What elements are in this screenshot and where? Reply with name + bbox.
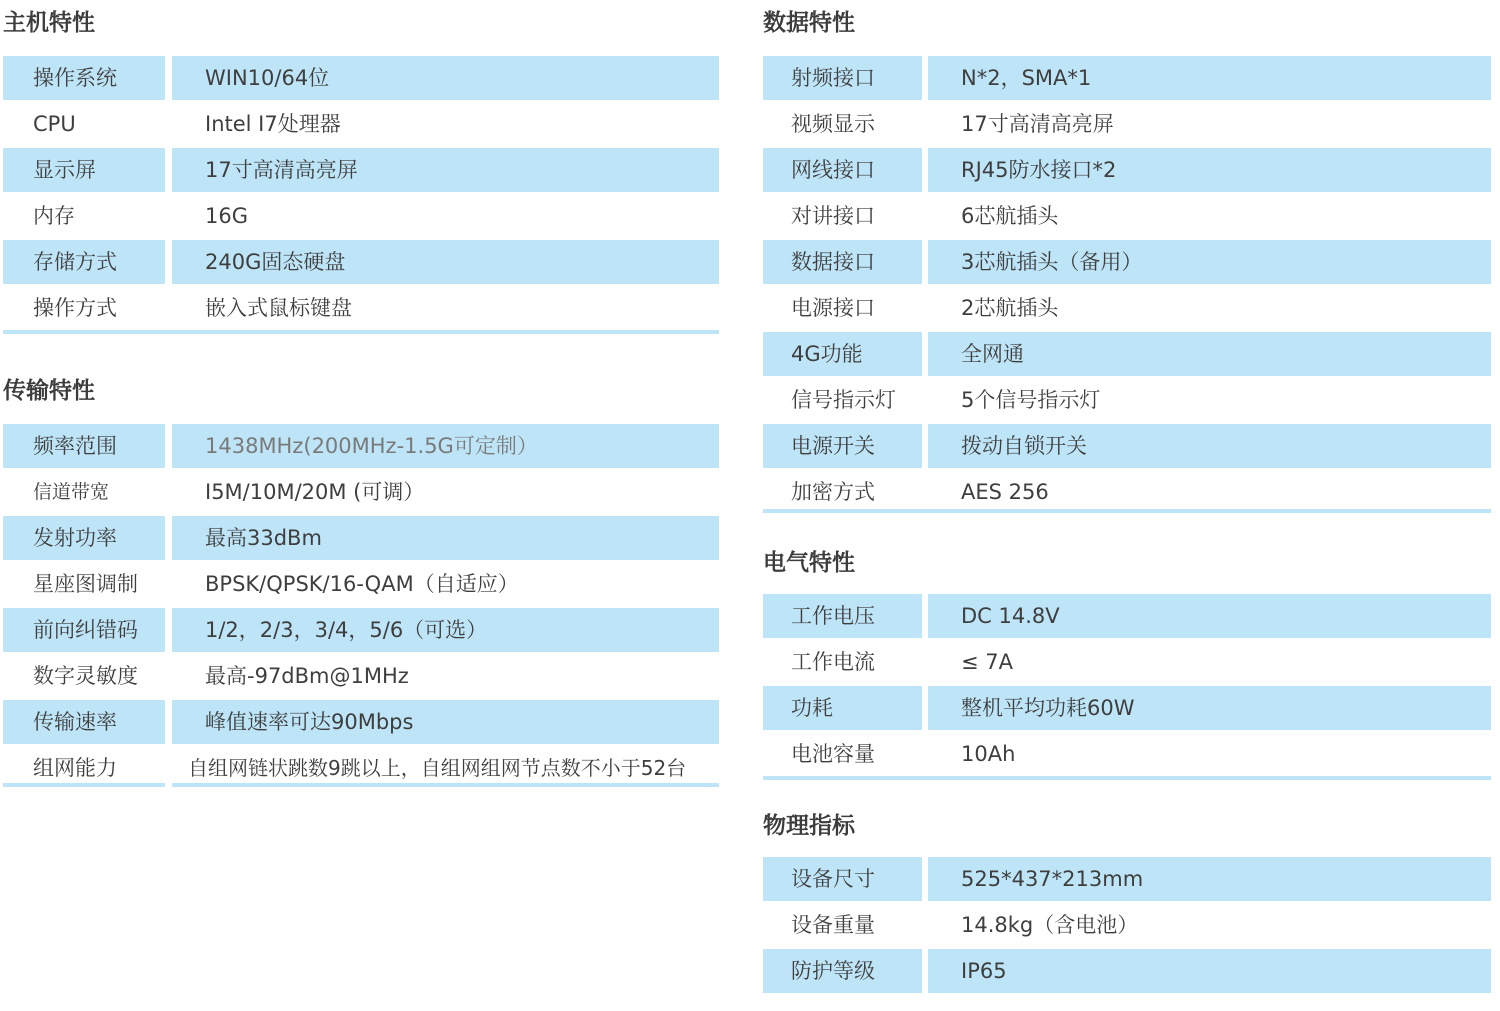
row-value: 2芯航插头 — [961, 296, 1059, 320]
row-label: 前向纠错码 — [3, 608, 165, 652]
row-label: 信号指示灯 — [791, 388, 896, 412]
row-value: 全网通 — [928, 332, 1491, 376]
row-label: 星座图调制 — [33, 572, 138, 596]
section-title: 传输特性 — [3, 378, 95, 404]
table-bottom-rule — [763, 776, 1491, 780]
row-value: 1438MHz(200MHz-1.5G可定制） — [172, 424, 719, 468]
row-label: 信道带宽 — [33, 481, 110, 503]
row-value: 嵌入式鼠标键盘 — [205, 296, 352, 320]
row-value: N*2，SMA*1 — [928, 56, 1491, 100]
row-value: 17寸高清高亮屏 — [961, 112, 1114, 136]
row-label: 内存 — [33, 204, 75, 228]
physical-specs-section — [763, 806, 1491, 1006]
row-label: 4G功能 — [763, 332, 922, 376]
row-value: DC 14.8V — [928, 594, 1491, 638]
section-title: 数据特性 — [763, 10, 855, 36]
row-value: 峰值速率可达90Mbps — [172, 700, 719, 744]
row-value: 拨动自锁开关 — [928, 424, 1491, 468]
row-value: 最高-97dBm@1MHz — [205, 664, 409, 688]
row-value: 自组网链状跳数9跳以上，自组网组网节点数不小于52台 — [188, 756, 687, 780]
table-bottom-rule — [3, 330, 719, 334]
section-title: 物理指标 — [763, 813, 855, 839]
row-label: 操作系统 — [3, 56, 165, 100]
row-label: 设备尺寸 — [763, 857, 922, 901]
row-value: 10Ah — [961, 742, 1016, 766]
row-label: CPU — [33, 112, 76, 136]
row-value: 3芯航插头（备用） — [928, 240, 1491, 284]
row-label: 电源开关 — [763, 424, 922, 468]
row-value: ≤ 7A — [961, 650, 1013, 674]
row-value: 16G — [205, 204, 248, 228]
row-value: 525*437*213mm — [928, 857, 1491, 901]
row-label: 设备重量 — [791, 913, 875, 937]
section-title: 电气特性 — [763, 550, 855, 576]
section-title: 主机特性 — [3, 10, 95, 36]
row-label: 操作方式 — [33, 296, 117, 320]
data-specs-section — [763, 3, 1491, 518]
row-label: 工作电压 — [763, 594, 922, 638]
row-value: 14.8kg（含电池） — [961, 913, 1139, 937]
row-label: 组网能力 — [33, 756, 117, 780]
row-value: 1/2，2/3，3/4，5/6（可选） — [172, 608, 719, 652]
row-label: 发射功率 — [3, 516, 165, 560]
row-label: 网线接口 — [763, 148, 922, 192]
row-label: 数据接口 — [763, 240, 922, 284]
row-value: WIN10/64位 — [172, 56, 719, 100]
row-label: 防护等级 — [763, 949, 922, 993]
row-value: 240G固态硬盘 — [172, 240, 719, 284]
row-value: AES 256 — [961, 480, 1049, 504]
row-value: 6芯航插头 — [961, 204, 1059, 228]
row-label: 显示屏 — [3, 148, 165, 192]
row-value: Intel I7处理器 — [205, 112, 341, 136]
table-bottom-rule — [3, 783, 165, 787]
row-label: 电源接口 — [791, 296, 875, 320]
row-label: 功耗 — [763, 686, 922, 730]
host-specs-section — [3, 3, 719, 338]
electrical-specs-section — [763, 543, 1491, 783]
row-label: 工作电流 — [791, 650, 875, 674]
table-bottom-rule — [172, 783, 719, 787]
row-value: IP65 — [928, 949, 1491, 993]
row-label: 电池容量 — [791, 742, 875, 766]
row-value: 17寸高清高亮屏 — [172, 148, 719, 192]
row-value: I5M/10M/20M (可调） — [205, 480, 425, 504]
row-label: 存储方式 — [3, 240, 165, 284]
row-label: 对讲接口 — [791, 204, 875, 228]
row-label: 频率范围 — [3, 424, 165, 468]
row-value: 最高33dBm — [172, 516, 719, 560]
row-label: 加密方式 — [791, 480, 875, 504]
row-label: 数字灵敏度 — [33, 664, 138, 688]
row-value: BPSK/QPSK/16-QAM（自适应） — [205, 572, 519, 596]
row-value: 5个信号指示灯 — [961, 388, 1101, 412]
row-label: 射频接口 — [763, 56, 922, 100]
row-value: RJ45防水接口*2 — [928, 148, 1491, 192]
transmission-specs-section — [3, 371, 719, 791]
table-bottom-rule — [763, 509, 1491, 513]
row-label: 视频显示 — [791, 112, 875, 136]
row-label: 传输速率 — [3, 700, 165, 744]
row-value: 整机平均功耗60W — [928, 686, 1491, 730]
